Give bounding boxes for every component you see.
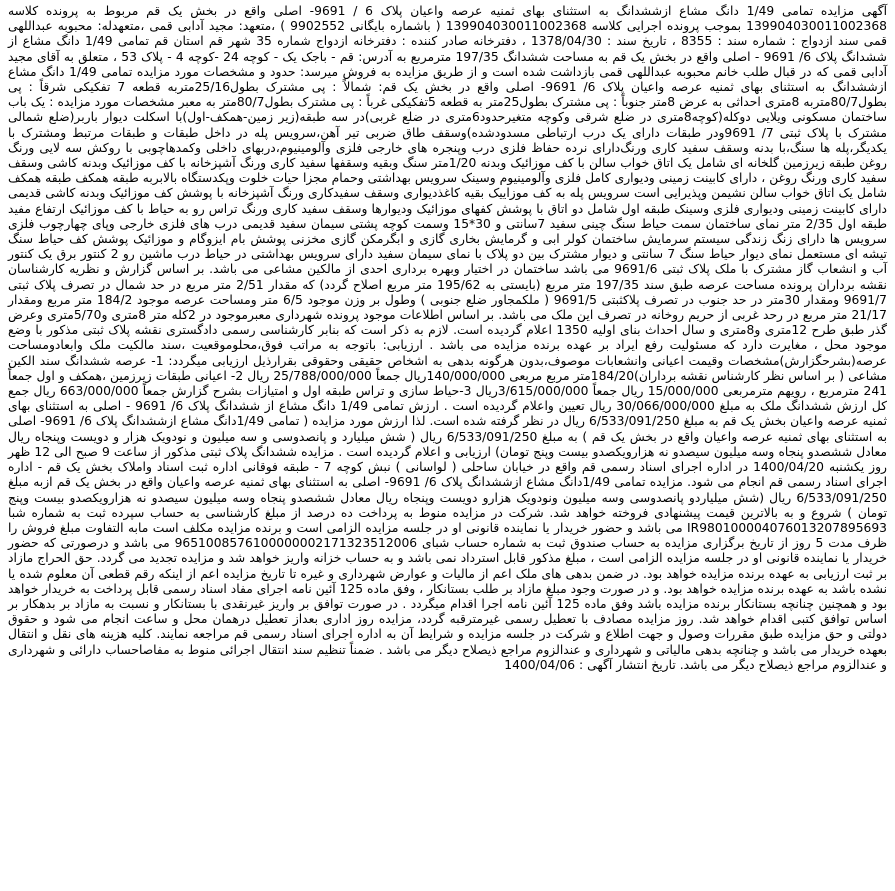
notice-body: آگهی مزایده تمامی 1/49 دانگ مشاع ازششدانگ به استثنای بهای ثمنیه عرصه واعیان پلاک 6 / 9691- اصلی واقع در بخش یک قم مربوط به پرونده کلاسه 139904030011002368 بموجب پرونده اجرایی کلاسه 139904030011002368 ( باشماره بایگانی 9902552 ) ،متعهد: مجید آدابی قمی ،متعهدله: محبوبه عبداللهی قمی سند ازدواج : شماره سند : 8355 ، تاریخ سند : 1378/04/30 ، دفترخانه صادر کننده : دفترخانه ازدواج شماره 35 شهر قم استان قم تمامی 1/49 دانگ مشاع از ششدانگ پلاک 6/ 9691 - اصلی واقع در بخش یک قم به مساحت ششدانگ 197/35 مترمربع به آدرس: قم - باجک یک - کوچه 24 -کوچه 4 - پلاک 53 ، متعلق به آقای مجید آدابی قمی که در قبال طلب خانم محبوبه عبداللهی قمی بازداشت شده است و از طریق مزایده به فروش میرسد: حدود و مشخصات مورد مزایده تمامی 1/49 دانگ مشاع ازششدانگ به استثنای بهای ثمنیه عرصه واعیان پلاک 6/ 9691- اصلی واقع در بخش یک قم: شمالاً : پی مشترک بطول25/16متربه قطعه 7 تفکیکی شرقاً : پی بطول80/7متربه 8متری احداثی به عرض 8متر جنوباً : پی مشترک بطول25متر به قطعه 5تفکیکی غرباً : پی مشترک بطول80/7متر به معبر مشخصات مورد مزایده : یک باب ساختمان مسکونی ویلایی دوکله(کوچه8متری در ضلع شرقی وکوچه متغیرحدود6متری در ضلع غربی)در سه طبقه(زیر زمین-همکف-اول)با اسکلت دیوار باربر(ضلع شمالی مشترک با پلاک ثبتی 7/ 9691ودر طبقات دارای یک درب ارتباطی مسدودشده)وسقف طاق ضربی تیر آهن،سرویس پله در داخل طبقات و طبقات مرتبط ومشترک با یکدیگر،پله ها سنگ،با بدنه وسقف سفید کاری ورنگ‌دارای نرده حفاظ فلزی درب وپنجره های خارجی فلزی وآلومینیوم،دربهای داخلی وکمدهاچوبی با روکش سه لایی ورنگ روغن طبقه زیرزمین گلخانه ای شامل یک اتاق خواب سالن با کف موزائیک وبدنه 1/20متر سنگ وبقیه وسقفها سفید کاری ورنگ آشپزخانه با کف موزائیک وبدنه کاشی وسقف سفید کاری ورنگ روغن ، دارای کابینت زمینی ودیواری کامل فلزی وآلومینیوم وسینک سرویس بهداشتی وحمام مجزا حیات خلوت وپکدستگاه بالابربه طبقه همکف طبقه همکف شامل یک اتاق خواب سالن نشیمن وپذیرایی است سرویس پله به کف موزاییک بقیه کاغذدیواری وسقف سفیدکاری ورنگ آشپزخانه با پوشش کف موزائیک وبدنه کاشی قدیمی دارای کابینت زمینی ودیواری فلزی وسینک طبقه اول شامل دو اتاق با پوشش کفهای موزائیک ودیوارها وسقف سفید کاری ورنگ تراس رو به حیاط با کف موزائیک ارتفاع مفید طبقه اول 2/35 متر نمای ساختمان سمت حیاط سنگ چینی سفید 7سانتی و 30*15 وسمت کوچه پشتی سیمان سفید قدیمی درب های فلزی خارجی وپای چهارچوب فلزی سرویس ها دارای زنگ زندگی سیستم سرمایش ساختمان کولر ابی و گرمایش بخاری گازی و ابگرمکن گازی مخزنی پوشش بام ایزوگام و موزائیک پوشش کف حیاط سنگ تیشه ای مستعمل نمای دیوار حیاط سنگ 7 سانتی و دیوار مشترک بین دو پلاک با نمای سیمان سفید دارای سرویس بهداشتی در حیاط درب ماشین رو 2 کنتور برق یک کنتور آب و انشعاب گاز مشترک با ملک پلاک ثبتی 9691/6 می باشد ساختمان در اختیار وبهره برداری احدی از مالکین مشاعی می باشد. بر اساس گزارش و نظریه کارشناسان نقشه برداران پرونده مساحت عرصه طبق سند 197/35 متر مربع (بایستی به 195/62 متر مربع اصلاح گردد) که مقدار 2/51 متر مربع در حد شمال در تصرف پلاک ثبتی 9691/7 ومقدار 30متر در حد جنوب در تصرف پلاکثبتی 9691/5 ( ملکمجاور ضلع جنوبی ) وطول بر وزن موجود 6/5 متر ومساحت عرصه موجود 184/2 متر مربع ومقدار 21/17 متر مربع در رحد غربی از حریم روخانه در تصرف این ملک می باشد. بر اساس اطلاعات موجود پرونده شهرداری معبرموجود در 2کله متر 8متری و5/70متری وعرض گذر طبق طرح 12متری و8متری و سال احداث بنای اولیه 1350 اعلام گردیده است. لازم به ذکر است که بنابر کارشناسی رسمی دادگستری نقشه پلاک ثبتی مذکور با وضع موجود محل ، مغایرت دارد که مسئولیت رفع ایراد بر عهده برنده مزایده می باشد . ارزیابی: باتوجه به مراتب فوق،محلوموقعیت ،سند مالکیت ملک وابعادومساحت عرصه(بشرحگزارش)مشخصات وقیمت اعیانی وانشعابات موصوف،بدون هرگونه بدهی به اشخاص حقیقی وحقوقی بقرارذیل ارزیابی میگردد: 1- عرصه ششدانگ سند الکین مشاعی ( بر اساس نظر کارشناس نقشه برداران)184/20متر مربع مربعی 140/000/000ریال جمعاً 25/788/000/000 ریال 2- اعیانی طبقات زیرزمین ،همکف و اول جمعاً 241 مترمربع ، رویهم مترمربعی 15/000/000 ریال جمعاً 3/615/000/000ریال 3-حیاط سازی و تراس طبقه اول و امتیازات بشرح گزارش جمعاً 663/000/000 ریال جمع کل ارزش ششدانگ ملک به مبلغ 30/066/000/000 ریال تعیین واعلام گردیده است . ارزش تمامی 1/49 دانگ مشاع از ششدانگ پلاک 6/ 9691 - اصلی به استثنای بهای ثمنیه عرصه واعیان بخش یک قم به مبلغ 6/533/091/250 ریال در نظر گرفته شده است. لذا ارزش مورد مزایده ( تمامی 1/49دانگ مشاع ازششدانگ پلاک 6/ 9691- اصلی به استثنای بهای ثمنیه عرصه واعیان واقع در بخش یک قم ) به مبلغ 6/533/091/250 ریال ( شش میلیارد و پانصدوسی و سه میلیون و نودویک هزار و دویست وپنجاه ریال معادل ششصدو پنجاه وسه میلیون سیصدو نه هزارویکصدو بیست وپنج تومان) ارزیابی و اعلام گردیده است . مزایده ششدانگ پلاک ثبتی مذکور از ساعت 9 صبح الی 12 ظهر روز یکشنبه 1400/04/20 در اداره اجرای اسناد رسمی قم واقع در خیابان ساحلی ( لواسانی ) نبش کوچه 7 - طبقه فوقانی اداره ثبت اسناد واملاک بخش یک قم - اداره اجرای اسناد رسمی قم انجام می شود. مزایده تمامی 1/49دانگ مشاع ازششدانگ پلاک 6/ 9691- اصلی به استثنای بهای ثمنیه عرصه واعیان واقع در بخش یک قم ازبه مبلغ 6/533/091/250 ریال (شش میلیاردو پانصدوسی وسه میلیون ونودویک هزارو دویست وپنجاه ریال معادل ششصدو پنجاه وسه میلیون سیصدو نه هزارویکصدو بیست وپنج تومان ) شروع و به بالاترین قیمت پیشنهادی فروخته خواهد شد. شرکت در مزایده منوط به پرداخت ده درصد از مبلغ کارشناسی به حساب سپرده ثبت به شماره شبا IR980100004076013207895693 می باشد و حضور خریدار یا نماینده قانونی او در جلسه مزایده الزامی است و برنده مزایده مکلف است مابه التفاوت مبلغ فروش را ظرف مدت 5 روز از تاریخ برگزاری مزایده به حساب صندوق ثبت به شماره حساب شبای 9651008576100000002171323512006 می باشد و درصورتی که حضور خریدار یا نماینده قانونی او در جلسه مزایده الزامی است ، مبلغ مذکور قابل استرداد نمی باشد و به حساب خزانه واریز خواهد شد و مزایده تجدید می گردد. حق الحراج مازاد بر ثبت ارزیابی به عهده برنده مزایده خواهد بود. در ضمن بدهی های ملک اعم از مالیات و عوارض شهرداری و غیره تا تاریخ مزایده اعم از اینکه رقم قطعی آن معلوم شده یا نشده باشد به عهده برنده مزایده خواهد بود. و در صورت وجود مبلغ مازاد بر طلب بستانکار ، وفق ماده 125 آئین نامه اجرای مفاد اسناد رسمی قابل پرداخت به خریدار خواهد بود و همچنین چنانچه بستانکار برنده مزایده باشد وفق ماده 125 آئین نامه اجرا اقدام میگردد . در صورت توافق بر واریز غیرنقدی با بستانکار و نسبت به مازاد بر بدهکار بر اساس توافق کتبی اقدام خواهد شد. روز مزایده مصادف با تعطیل رسمی غیرمترقبه گردد، مزایده روز اداری بعداز تعطیل درهمان محل و ساعت انجام می شود و حقوق دولتی و حق مزایده طبق مقررات وصول و جهت اطلاع و شرکت در جلسه مزایده و شرایط آن به اداره اجرای اسناد رسمی قم مراجعه نمایند. کلیه هزینه های نقل و انتقال بعهده خریدار می باشد و چنانچه بدهی مالیاتی و شهرداری و عندالزوم مراجع ذیصلاح دیگر می باشد . ضمناً تنظیم سند انتقال اجرائی منوط به مفاصاحساب دارائی و شهرداری و عندالزوم مراجع ذیصلاح دیگر می باشد. تاریخ انتشار آگهی : 1400/04/06	[8, 4, 888, 672]
